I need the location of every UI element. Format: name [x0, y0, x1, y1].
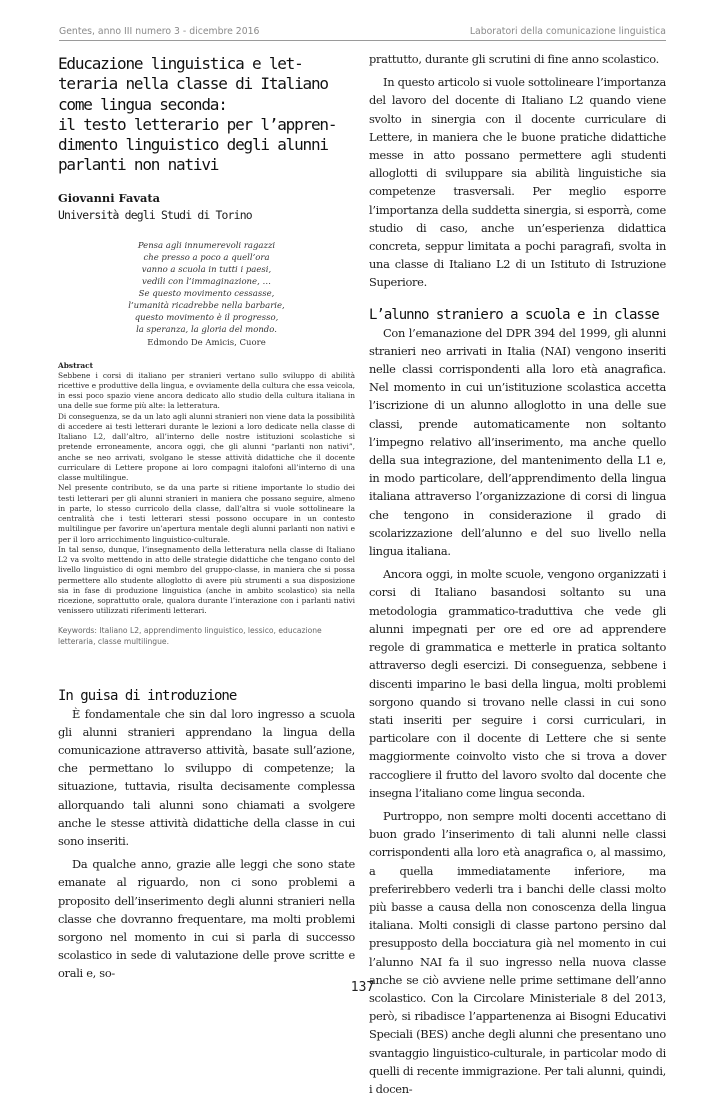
- body-paragraph: Purtroppo, non sempre molti docenti accettano di buon grado l’inserimento di tali alunni nelle classi corrispondenti alla loro età anagrafica o, al massimo, a quella immediatamente inferiore, ma preferirebbero vederli tra i banchi delle classi molto più basse a causa della non conoscenza della lingua italiana. Molti consigli di classe partono persino dal presupposto della bocciatura già nel momento in cui l’alunno NAI fa il suo ingresso nella nuova classe anche se ciò avviene nelle prime settimane dell’anno scolastico. Con la Circolare Ministeriale 8 del 2013, però, si ribadisce l’appartenenza ai Bisogni Educativi Speciali (BES) anche degli alunni che presentano uno svantaggio linguistico-culturale, in particolar modo di quelli di recente immigrazione. Per tali alunni, quindi, i docen-: [369, 808, 666, 1096]
- title-line: Educazione linguistica e let-: [58, 54, 303, 73]
- continued-body: [369, 50, 666, 292]
- section-heading-foreign-student: L’alunno straniero a scuola e in classe: [369, 306, 659, 323]
- section-heading-introduction: In guisa di introduzione: [58, 687, 237, 704]
- body-paragraph-continued: prattutto, durante gli scrutini di fine anno scolastico.: [369, 52, 659, 66]
- running-header-left: Gentes, anno III numero 3 - dicembre 2016: [59, 26, 260, 37]
- body-paragraph: Con l’emanazione del DPR 394 del 1999, gli alunni stranieri neo arrivati in Italia (NAI) vengono inseriti nelle classi corrispondenti alla loro età anagrafica. Nel momento in cui un’istituzione scolastica accetta l’iscrizione di un alunno alloglotto in una delle sue classi, prende automaticamente non soltanto l’impegno relativo all’inserimento, ma anche quello della sua integrazione, del mantenimento della L1 e, in modo particolare, dell’apprendimento della lingua italiana attraverso l’organizzazione di corsi di lingua che tengono in considerazione il grado di scolarizzazione dell’alunno e del suo livello nella lingua italiana.: [369, 325, 666, 559]
- running-header-right: Laboratori della comunicazione linguistica: [469, 26, 666, 37]
- abstract-paragraph: Sebbene i corsi di italiano per stranieri vertano sullo sviluppo di abilità ricettive e produttive della lingua, e ovviamente della cultura che essa veicola, in essi poco spazio viene ancora dedicato allo studio della cultura italiana in una delle sue forme più alte: la letteratura.: [58, 370, 355, 411]
- article-title: [58, 54, 355, 176]
- epigraph-line: l’umanità ricadrebbe nella barbarie,: [128, 301, 285, 312]
- introduction-body: [58, 705, 355, 983]
- keywords: Keywords: Italiano L2, apprendimento linguistico, lessico, educazione letteraria, classe multilingue.: [58, 625, 322, 646]
- author-name: Giovanni Favata: [58, 190, 160, 205]
- title-line: il testo letterario per l’appren-: [58, 114, 337, 134]
- body-paragraph: In questo articolo si vuole sottolineare l’importanza del lavoro del docente di Italiano L2 quando viene svolto in sinergia con il docente curriculare di Lettere, in maniera che le buone pratiche didattiche messe in atto possano permettere agli studenti alloglotti di sviluppare sia abilità linguistiche sia competenze trasversali. Per meglio esporre l’importanza della suddetta sinergia, si esporrà, come studio di caso, anche un’esperienza didattica concreta, seppur limitata a pochi paragrafi, svolta in una classe di Italiano L2 di un Istituto di Istruzione Superiore.: [369, 75, 666, 290]
- page-number: 137: [350, 980, 375, 995]
- title-line: come lingua seconda:: [58, 94, 227, 114]
- abstract-paragraph: Di conseguenza, se da un lato agli alunni stranieri non viene data la possibilità di accedere ai testi letterari durante le lezioni a loro dedicate nella classe di Italiano L2, dall’altro, all’interno delle nostre istituzioni scolastiche si pretende erroneamente, ancora oggi, che gli alunni “parlanti non nativi”, anche se neo arrivati, svolgano le stesse attività didattiche che il docente curriculare di Lettere propone ai loro compagni italofoni all’interno di una classe multilingue.: [58, 411, 355, 483]
- epigraph-line: Se questo movimento cessasse,: [138, 289, 275, 300]
- title-line: dimento linguistico degli alunni: [58, 135, 328, 155]
- abstract-paragraph: In tal senso, dunque, l’insegnamento della letteratura nella classe di Italiano L2 va svolto mettendo in atto delle strategie didattiche che tengano conto del livello linguistico di ogni membro del gruppo-classe, in maniera che si possa permettere allo studente alloglotto di avere più strumenti a sua disposizione sia in fase di produzione linguistica (anche in ambito scolastico) sia nella ricezione, soprattutto orale, qualora durante l’interazione con i parlanti nativi venissero utilizzati riferimenti letterari.: [58, 544, 355, 616]
- epigraph-attribution: Edmondo De Amicis, Cuore: [147, 337, 266, 348]
- author-affiliation: Università degli Studi di Torino: [58, 207, 252, 222]
- epigraph-line: che presso a poco a quell’ora: [143, 252, 270, 263]
- right-column: [369, 50, 666, 1096]
- epigraph-line: questo movimento è il progresso,: [134, 313, 279, 324]
- title-line: teraria nella classe di Italiano: [58, 74, 328, 94]
- epigraph-line: vanno a scuola in tutti i paesi,: [141, 264, 272, 275]
- epigraph-line: vedili con l’immaginazione, …: [142, 277, 271, 288]
- epigraph-line: Pensa agli innumerevoli ragazzi: [137, 240, 276, 251]
- abstract-paragraph: Nel presente contributo, se da una parte si ritiene importante lo studio dei testi letterari per gli alunni stranieri in maniera che possano seguire, almeno in parte, lo stesso curricolo della classe, dall’altra si vuole sottolineare la centralità che i testi letterari stessi possono occupare in un contesto multilingue per favorire un’apertura mentale degli alunni parlanti non nativi e per il loro arricchimento linguistico-culturale.: [58, 483, 355, 544]
- body-paragraph: È fondamentale che sin dal loro ingresso a scuola gli alunni stranieri apprendano la lingua della comunicazione attraverso attività, basate sull’azione, che permettano lo sviluppo di competenze; la situazione, tuttavia, risulta decisamente complessa allorquando tali alunni sono chiamati a svolgere anche le stesse attività didattiche della classe in cui sono inseriti.: [58, 706, 355, 849]
- body-paragraph: Da qualche anno, grazie alle leggi che sono state emanate al riguardo, non ci sono problemi a proposito dell’inserimento degli alunni stranieri nella classe che dovranno frequentare, ma molti problemi sorgono nel momento in cui si parla di successo scolastico in sede di valutazione delle prove scritte e orali e, so-: [58, 857, 355, 981]
- epigraph-line: la speranza, la gloria del mondo.: [136, 325, 277, 336]
- abstract-body: [58, 371, 355, 617]
- epigraph: [58, 240, 355, 349]
- title-line: parlanti non nativi: [58, 155, 219, 175]
- header-rule: [59, 40, 666, 41]
- left-column: [58, 50, 355, 981]
- body-paragraph: Ancora oggi, in molte scuole, vengono organizzati i corsi di Italiano basandosi soltanto su una metodologia grammatico-traduttiva che vede gli alunni impegnati per ore ed ore ad apprendere regole di grammatica e metterle in pratica soltanto attraverso degli esercizi. Di conseguenza, sebbene i discenti imparino le basi della lingua, molti problemi sorgono quando si trovano nelle classi in cui sono stati inseriti per seguire i corsi curriculari, in particolare con il docente di Lettere che si sente maggiormente coinvolto visto che si trova a dover raccogliere il frutto del lavoro svolto dal docente che insegna l’italiano come lingua seconda.: [369, 567, 666, 800]
- abstract-heading: Abstract: [58, 360, 94, 370]
